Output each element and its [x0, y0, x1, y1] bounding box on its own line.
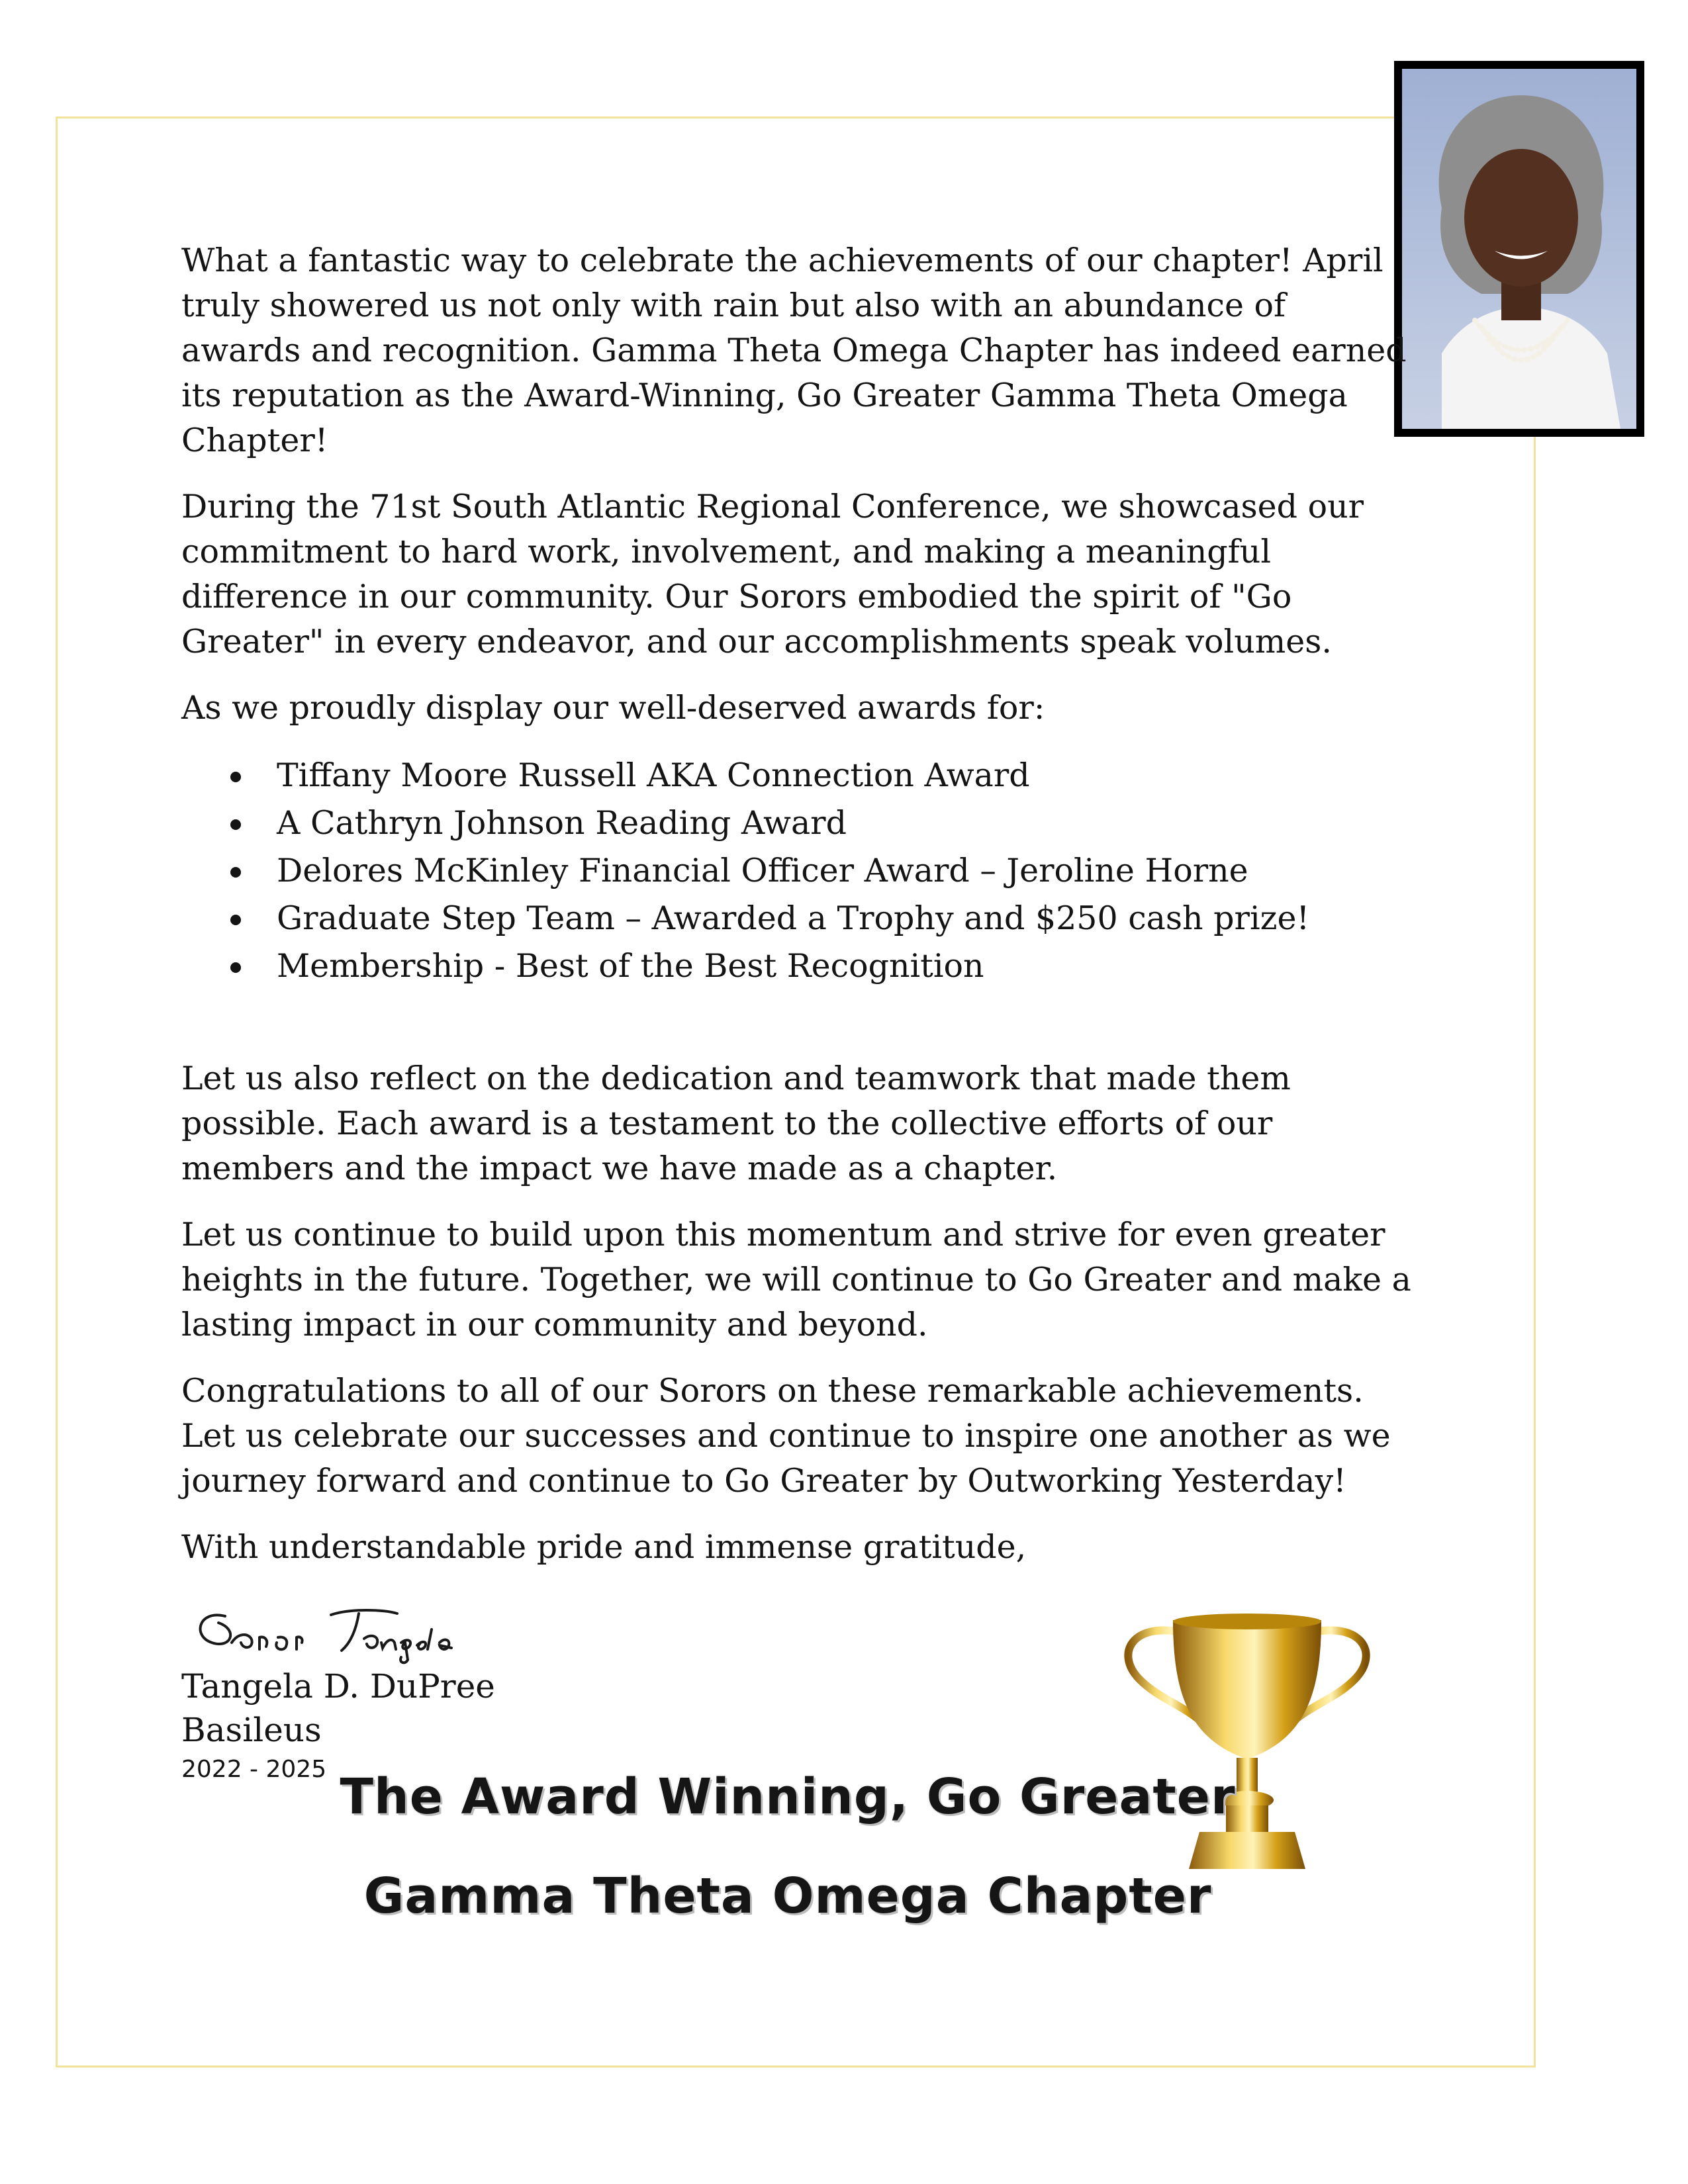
- closing-line: With understandable pride and immense gratitude,: [181, 1528, 1027, 1566]
- list-item: A Cathryn Johnson Reading Award: [230, 799, 1413, 847]
- banner-line-1: The Award Winning, Go Greater: [340, 1768, 1236, 1825]
- reflection-paragraph: Let us also reflect on the dedication and teamwork that made them possible. Each award is a testament to the collective efforts of our members and the impact we have made as a chapter.: [181, 1060, 1291, 1187]
- congratulations-paragraph: Congratulations to all of our Sorors on these remarkable achievements. Let us celebrate our successes and continue to inspire one another as we journey forward and continue to Go Greater by Outworking Yesterday!: [181, 1372, 1391, 1500]
- portrait-photo: [1394, 61, 1644, 437]
- gold-trophy-icon: [1107, 1607, 1387, 1885]
- term-years: 2022 - 2025: [181, 1756, 327, 1783]
- list-item: Tiffany Moore Russell AKA Connection Award: [230, 752, 1413, 799]
- list-item: Membership - Best of the Best Recognition: [230, 942, 1413, 990]
- list-item: Delores McKinley Financial Officer Award – Jeroline Horne: [230, 847, 1413, 895]
- intro-paragraph: What a fantastic way to celebrate the achievements of our chapter! April truly showered us not only with rain but also with an abundance of awards and recognition. Gamma Theta Omega Chapter has indeed earned its reputation as the Award-Winning, Go Greater Gamma Theta Omega Chapter!: [181, 242, 1407, 459]
- awards-intro: As we proudly display our well-deserved awards for:: [181, 689, 1045, 727]
- momentum-paragraph: Let us continue to build upon this momentum and strive for even greater heights in the future. Together, we will continue to Go Greater and make a lasting impact in our community and beyond.: [181, 1216, 1411, 1343]
- banner-line-2: Gamma Theta Omega Chapter: [363, 1868, 1212, 1925]
- handwritten-signature: [185, 1596, 490, 1669]
- signatory-title: Basileus: [181, 1711, 322, 1749]
- signatory-name: Tangela D. DuPree: [181, 1667, 495, 1706]
- conference-paragraph: During the 71st South Atlantic Regional Conference, we showcased our commitment to hard work, involvement, and making a meaningful difference in our community. Our Sorors embodied the spirit of "Go Greater" in every endeavor, and our accomplishments speak volumes.: [181, 488, 1364, 660]
- letter-body: [181, 238, 1413, 1591]
- awards-list: [181, 752, 1413, 990]
- list-item: Graduate Step Team – Awarded a Trophy and $250 cash prize!: [230, 895, 1413, 942]
